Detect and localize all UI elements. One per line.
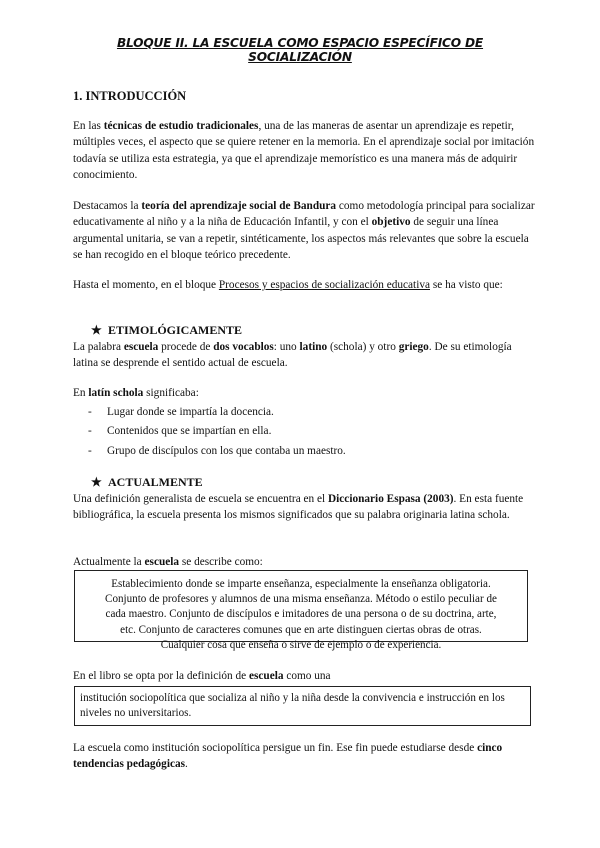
definition-line: Establecimiento donde se imparte enseñanza, especialmente la enseñanza obligatoria. [111, 578, 491, 590]
paragraph-bandura: Destacamos la teoría del aprendizaje social de Bandura como metodología principal para socializar educativamente al niño y a la niña de Educación Infantil, y con el objetivo de seguir una línea argumental unitaria, se van a repetir, sintéticamente, los aspectos más relevantes que sobre la escuela se han recogido en el bloque teórico precedente. [73, 200, 535, 262]
paragraph-describe: Actualmente la escuela se describe como: [73, 556, 263, 568]
paragraph-tendencias: La escuela como institución sociopolítica persigue un fin. Ese fin puede estudiarse desde cinco tendencias pedagógicas. [73, 742, 503, 771]
list-item: - Lugar donde se impartía la docencia. [88, 403, 346, 422]
definition-line: cada maestro. Conjunto de discípulos e imitadores de una persona o de su doctrina, arte, [105, 608, 497, 621]
list-item: - Contenidos que se impartían en ella. [88, 422, 346, 441]
paragraph-hasta-el-momento: Hasta el momento, en el bloque Procesos y espacios de socialización educativa se ha visto que: [73, 279, 503, 291]
star-bullet-icon: ★ [91, 323, 102, 337]
definition-line: etc. Conjunto de caracteres comunes que en arte distinguen ciertas obras de otras. [120, 623, 482, 636]
paragraph-tecnicas: En las técnicas de estudio tradicionales, una de las maneras de asentar un aprendizaje es repetir, múltiples veces, el aspecto que se quiere retener en la memoria. En el aprendizaje social por imitación todavía se utiliza esta estrategia, ya que el aprendizaje memorístico es una manera más de adquirir conocimiento. [73, 120, 535, 182]
section-heading-introduccion: 1. INTRODUCCIÓN [73, 89, 187, 103]
paragraph-latin-schola: En latín schola significaba: [73, 387, 199, 399]
list-item: - Grupo de discípulos con los que contaba un maestro. [88, 442, 346, 461]
definition-box-institucion: institución sociopolítica que socializa al niño y la niña desde la convivencia e instrucción en los niveles no universitarios. [74, 686, 531, 726]
definition-line: Cualquier cosa que enseña o sirve de ejemplo o de experiencia. [160, 638, 442, 651]
title-line-2: SOCIALIZACIÓN [248, 50, 352, 64]
paragraph-etimologia: La palabra escuela procede de dos vocablos: uno latino (schola) y otro griego. De su etimología latina se desprende el sentido actual de escuela. [73, 341, 512, 370]
subheading-actualmente: ★ ACTUALMENTE [91, 475, 203, 489]
star-bullet-icon: ★ [91, 475, 102, 489]
definition-box-escuela [74, 570, 528, 651]
page-title [60, 36, 540, 64]
latin-meanings-list [88, 403, 346, 461]
title-line-1: BLOQUE II. LA ESCUELA COMO ESPACIO ESPECÍFICO DE [116, 36, 484, 50]
paragraph-libro: En el libro se opta por la definición de escuela como una [73, 670, 331, 682]
paragraph-diccionario: Una definición generalista de escuela se encuentra en el Diccionario Espasa (2003). En esta fuente bibliográfica, la escuela presenta los mismos significados que su palabra originaria latina schola. [73, 493, 524, 522]
bloque-link[interactable]: Procesos y espacios de socialización educativa [218, 279, 431, 291]
definition-line: Conjunto de profesores y alumnos de una misma enseñanza. Método o estilo peculiar de [105, 593, 497, 606]
subheading-etimologicamente: ★ ETIMOLÓGICAMENTE [91, 323, 243, 337]
